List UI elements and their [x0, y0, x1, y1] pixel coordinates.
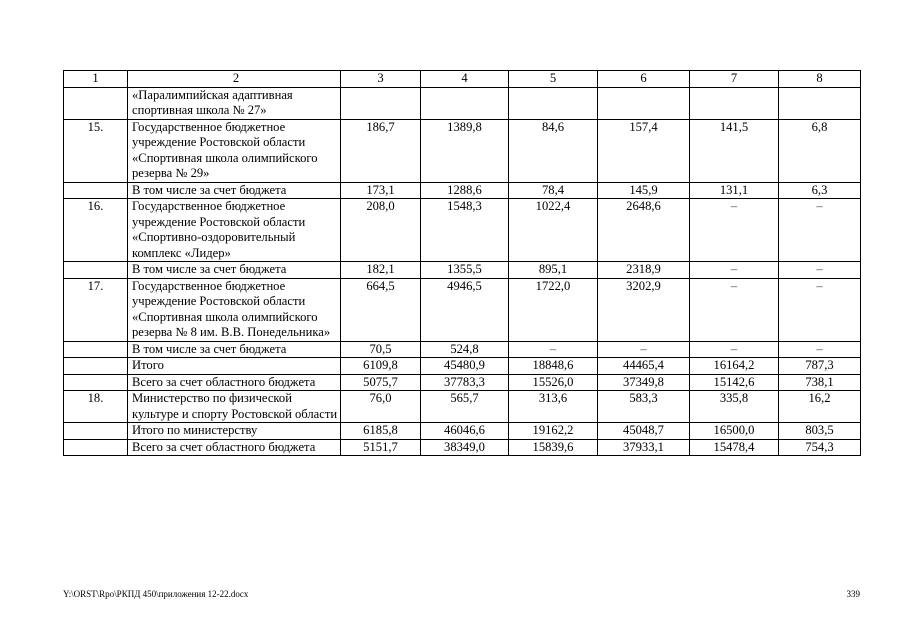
value-cell: –: [779, 199, 861, 262]
table-row: [64, 199, 861, 262]
value-cell: 754,3: [779, 439, 861, 456]
name-cell: «Паралимпийская адаптивная спортивная школа № 27»: [128, 87, 341, 119]
value-cell: 16,2: [779, 391, 861, 423]
value-cell: 583,3: [598, 391, 690, 423]
value-cell: [421, 87, 509, 119]
value-cell: –: [509, 341, 598, 358]
table-row: [64, 278, 861, 341]
row-number-cell: [64, 439, 128, 456]
table-row: [64, 423, 861, 440]
value-cell: 6185,8: [341, 423, 421, 440]
value-cell: 208,0: [341, 199, 421, 262]
value-cell: 787,3: [779, 358, 861, 375]
value-cell: 313,6: [509, 391, 598, 423]
row-number-cell: 17.: [64, 278, 128, 341]
name-cell: В том числе за счет бюджета: [128, 262, 341, 279]
name-cell: В том числе за счет бюджета: [128, 341, 341, 358]
value-cell: 38349,0: [421, 439, 509, 456]
table-body: [64, 71, 861, 456]
value-cell: 76,0: [341, 391, 421, 423]
value-cell: –: [779, 341, 861, 358]
value-cell: 186,7: [341, 119, 421, 182]
table-row: [64, 374, 861, 391]
value-cell: 895,1: [509, 262, 598, 279]
table-row: [64, 439, 861, 456]
value-cell: 738,1: [779, 374, 861, 391]
column-number-cell: 5: [509, 71, 598, 88]
column-number-cell: 6: [598, 71, 690, 88]
value-cell: 6,8: [779, 119, 861, 182]
value-cell: 6109,8: [341, 358, 421, 375]
value-cell: 1722,0: [509, 278, 598, 341]
table-row: [64, 358, 861, 375]
row-number-cell: [64, 423, 128, 440]
value-cell: 37349,8: [598, 374, 690, 391]
value-cell: [690, 87, 779, 119]
column-number-cell: 2: [128, 71, 341, 88]
name-cell: В том числе за счет бюджета: [128, 182, 341, 199]
value-cell: 45480,9: [421, 358, 509, 375]
table-row: [64, 87, 861, 119]
value-cell: 803,5: [779, 423, 861, 440]
row-number-cell: [64, 182, 128, 199]
column-number-cell: 7: [690, 71, 779, 88]
value-cell: 4946,5: [421, 278, 509, 341]
value-cell: 2318,9: [598, 262, 690, 279]
value-cell: 44465,4: [598, 358, 690, 375]
row-number-cell: [64, 87, 128, 119]
value-cell: –: [779, 278, 861, 341]
name-cell: Министерство по физической культуре и спорту Ростовской области: [128, 391, 341, 423]
value-cell: 78,4: [509, 182, 598, 199]
value-cell: –: [779, 262, 861, 279]
value-cell: –: [690, 341, 779, 358]
value-cell: –: [598, 341, 690, 358]
row-number-cell: [64, 262, 128, 279]
column-number-cell: 8: [779, 71, 861, 88]
value-cell: 1355,5: [421, 262, 509, 279]
value-cell: 173,1: [341, 182, 421, 199]
value-cell: 335,8: [690, 391, 779, 423]
row-number-cell: 18.: [64, 391, 128, 423]
name-cell: Государственное бюджетное учреждение Ростовской области «Спортивная школа олимпийского резерва № 29»: [128, 119, 341, 182]
footer-file-path: Y:\ORST\Rpo\РКПД 450\приложения 12-22.docx: [63, 589, 249, 599]
value-cell: 45048,7: [598, 423, 690, 440]
page-number: 339: [846, 589, 860, 599]
value-cell: [779, 87, 861, 119]
value-cell: 16164,2: [690, 358, 779, 375]
value-cell: 5151,7: [341, 439, 421, 456]
value-cell: [509, 87, 598, 119]
value-cell: 141,5: [690, 119, 779, 182]
value-cell: 18848,6: [509, 358, 598, 375]
value-cell: 145,9: [598, 182, 690, 199]
value-cell: 15526,0: [509, 374, 598, 391]
row-number-cell: 16.: [64, 199, 128, 262]
value-cell: 70,5: [341, 341, 421, 358]
value-cell: 15142,6: [690, 374, 779, 391]
value-cell: 131,1: [690, 182, 779, 199]
row-number-cell: [64, 358, 128, 375]
value-cell: [598, 87, 690, 119]
column-number-cell: 3: [341, 71, 421, 88]
value-cell: 5075,7: [341, 374, 421, 391]
value-cell: 6,3: [779, 182, 861, 199]
value-cell: 157,4: [598, 119, 690, 182]
value-cell: 182,1: [341, 262, 421, 279]
value-cell: –: [690, 199, 779, 262]
column-number-cell: 4: [421, 71, 509, 88]
table-row: [64, 391, 861, 423]
name-cell: Всего за счет областного бюджета: [128, 439, 341, 456]
value-cell: 565,7: [421, 391, 509, 423]
value-cell: 1022,4: [509, 199, 598, 262]
value-cell: 15478,4: [690, 439, 779, 456]
value-cell: 46046,6: [421, 423, 509, 440]
data-table: [63, 70, 861, 456]
value-cell: 2648,6: [598, 199, 690, 262]
value-cell: 16500,0: [690, 423, 779, 440]
name-cell: Государственное бюджетное учреждение Ростовской области «Спортивная школа олимпийского резерва № 8 им. В.В. Понедельника»: [128, 278, 341, 341]
column-number-cell: 1: [64, 71, 128, 88]
table-header-row: [64, 71, 861, 88]
table-row: [64, 262, 861, 279]
row-number-cell: 15.: [64, 119, 128, 182]
value-cell: 1389,8: [421, 119, 509, 182]
value-cell: 3202,9: [598, 278, 690, 341]
value-cell: 1548,3: [421, 199, 509, 262]
value-cell: 37783,3: [421, 374, 509, 391]
value-cell: 19162,2: [509, 423, 598, 440]
table-row: [64, 182, 861, 199]
row-number-cell: [64, 374, 128, 391]
table-row: [64, 341, 861, 358]
value-cell: 15839,6: [509, 439, 598, 456]
name-cell: Итого: [128, 358, 341, 375]
value-cell: 524,8: [421, 341, 509, 358]
value-cell: 84,6: [509, 119, 598, 182]
name-cell: Государственное бюджетное учреждение Ростовской области «Спортивно-оздоровительный комплекс «Лидер»: [128, 199, 341, 262]
value-cell: 1288,6: [421, 182, 509, 199]
value-cell: –: [690, 278, 779, 341]
name-cell: Итого по министерству: [128, 423, 341, 440]
value-cell: 37933,1: [598, 439, 690, 456]
name-cell: Всего за счет областного бюджета: [128, 374, 341, 391]
value-cell: [341, 87, 421, 119]
table-row: [64, 119, 861, 182]
value-cell: –: [690, 262, 779, 279]
row-number-cell: [64, 341, 128, 358]
value-cell: 664,5: [341, 278, 421, 341]
